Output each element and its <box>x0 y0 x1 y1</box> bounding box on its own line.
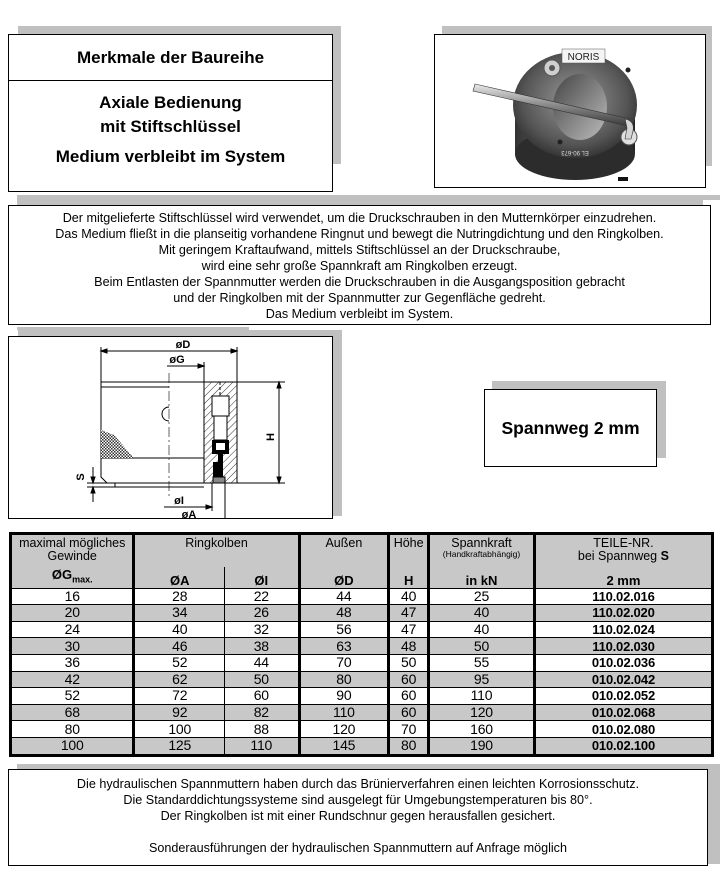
table-row <box>11 638 713 655</box>
feature-pin-wrench: mit Stiftschlüssel <box>100 117 241 136</box>
footer-box <box>8 769 708 866</box>
cell-a: 125 <box>134 737 225 755</box>
cell-i: 50 <box>224 671 299 688</box>
cell-h: 80 <box>389 737 429 755</box>
cell-h: 70 <box>389 721 429 738</box>
table-row <box>11 688 713 705</box>
table-row <box>11 621 713 638</box>
cell-g: 80 <box>11 721 134 738</box>
table-row <box>11 605 713 622</box>
cell-part: 110.02.030 <box>534 638 712 655</box>
footer-retention-note: Der Ringkolben ist mit einer Rundschnur gegen herausfallen gesichert. <box>160 809 556 823</box>
cell-kn: 50 <box>429 638 535 655</box>
cell-d: 44 <box>299 588 389 605</box>
header-spannkraft-note: (Handkraftabhängig) <box>442 549 521 559</box>
dim-label-H: H <box>265 433 277 441</box>
cell-a: 40 <box>134 621 225 638</box>
cell-i: 32 <box>224 621 299 638</box>
cell-d: 110 <box>299 704 389 721</box>
footer-corrosion-note: Die hydraulischen Spannmuttern haben durch das Brünierverfahren einen leichten Korrosionsschutz. <box>76 777 640 791</box>
cell-g: 100 <box>11 737 134 755</box>
description-line: wird eine sehr große Spannkraft am Ringkolben erzeugt. <box>201 259 518 273</box>
symbol-d: ØD <box>299 567 389 588</box>
cell-i: 38 <box>224 638 299 655</box>
cell-h: 50 <box>389 654 429 671</box>
cell-part: 010.02.100 <box>534 737 712 755</box>
cell-part: 010.02.068 <box>534 704 712 721</box>
cell-part: 010.02.042 <box>534 671 712 688</box>
symbol-mm: 2 mm <box>534 567 712 588</box>
cell-a: 92 <box>134 704 225 721</box>
table-row <box>11 721 713 738</box>
cell-a: 100 <box>134 721 225 738</box>
cell-kn: 160 <box>429 721 535 738</box>
cell-g: 30 <box>11 638 134 655</box>
description-line: und der Ringkolben mit der Spannmutter zur Gegenfläche gedreht. <box>173 291 546 305</box>
symbol-h: H <box>389 567 429 588</box>
symbol-g-sub: max. <box>72 574 93 585</box>
serial-label: EL 90-673 <box>561 149 589 155</box>
description-box <box>8 205 711 325</box>
features-body <box>9 81 332 191</box>
header-teile-nr <box>534 534 712 568</box>
description-line: Beim Entlasten der Spannmutter werden die Druckschrauben in die Ausgangsposition gebracht <box>94 275 625 289</box>
product-photo <box>434 34 706 188</box>
description-line: Mit geringem Kraftaufwand, mittels Stiftschlüssel an der Druckschraube, <box>158 243 561 257</box>
cell-kn: 190 <box>429 737 535 755</box>
feature-axial-operation: Axiale Bedienung <box>99 93 242 112</box>
cell-h: 60 <box>389 671 429 688</box>
header-spannkraft-label: Spannkraft <box>451 536 512 550</box>
spannweg-label: Spannweg 2 mm <box>501 417 640 438</box>
cell-h: 60 <box>389 704 429 721</box>
cell-d: 90 <box>299 688 389 705</box>
table-row <box>11 704 713 721</box>
specification-table <box>9 532 714 757</box>
cell-part: 010.02.052 <box>534 688 712 705</box>
header-gewinde-label: maximal mögliches Gewinde <box>19 536 126 563</box>
cell-g: 24 <box>11 621 134 638</box>
cell-h: 47 <box>389 621 429 638</box>
cell-i: 22 <box>224 588 299 605</box>
dim-label-D: øD <box>175 339 191 351</box>
cell-kn: 40 <box>429 621 535 638</box>
symbol-g-text: ØG <box>51 567 73 582</box>
description-line: Der mitgelieferte Stiftschlüssel wird verwendet, um die Druckschrauben in den Mutternkörper einzudrehen. <box>62 211 657 225</box>
cell-kn: 55 <box>429 654 535 671</box>
dim-label-S: S <box>75 473 87 481</box>
cell-part: 010.02.036 <box>534 654 712 671</box>
cell-part: 110.02.024 <box>534 621 712 638</box>
feature-medium-retained: Medium verbleibt im System <box>55 147 286 166</box>
cell-d: 63 <box>299 638 389 655</box>
table-row <box>11 654 713 671</box>
cross-section-drawing-icon <box>9 337 333 519</box>
technical-drawing <box>8 336 333 519</box>
cell-g: 36 <box>11 654 134 671</box>
clamping-nut-photo-icon <box>435 35 706 188</box>
cell-a: 52 <box>134 654 225 671</box>
table-row <box>11 671 713 688</box>
cell-h: 60 <box>389 688 429 705</box>
cell-kn: 95 <box>429 671 535 688</box>
cell-g: 16 <box>11 588 134 605</box>
dim-label-G: øG <box>169 354 185 366</box>
cell-part: 010.02.080 <box>534 721 712 738</box>
cell-g: 20 <box>11 605 134 622</box>
cell-i: 60 <box>224 688 299 705</box>
header-teile-sub: bei Spannweg <box>577 549 658 563</box>
cell-kn: 110 <box>429 688 535 705</box>
cell-g: 68 <box>11 704 134 721</box>
footer-temperature-note: Die Standarddichtungssysteme sind ausgelegt für Umgebungstemperaturen bis 80°. <box>123 793 593 807</box>
header-ringkolben-label: Ringkolben <box>185 536 248 550</box>
cell-a: 72 <box>134 688 225 705</box>
table-row <box>11 737 713 755</box>
cell-i: 110 <box>224 737 299 755</box>
header-aussen <box>299 534 389 568</box>
photo-bottom-shadow <box>442 196 712 199</box>
header-ringkolben <box>134 534 299 568</box>
cell-d: 120 <box>299 721 389 738</box>
features-box <box>8 34 333 192</box>
cell-i: 44 <box>224 654 299 671</box>
symbol-i: ØI <box>224 567 299 588</box>
cell-a: 34 <box>134 605 225 622</box>
header-gewinde <box>11 534 134 568</box>
header-hoehe-label: Höhe <box>393 536 424 550</box>
spannweg-box <box>484 389 657 467</box>
cell-h: 47 <box>389 605 429 622</box>
header-teile-s: S <box>660 549 669 563</box>
cell-a: 62 <box>134 671 225 688</box>
cell-a: 46 <box>134 638 225 655</box>
cell-i: 88 <box>224 721 299 738</box>
cell-part: 110.02.020 <box>534 605 712 622</box>
cell-kn: 40 <box>429 605 535 622</box>
header-spannkraft <box>429 534 535 568</box>
cell-g: 42 <box>11 671 134 688</box>
cell-i: 82 <box>224 704 299 721</box>
cell-g: 52 <box>11 688 134 705</box>
cell-kn: 120 <box>429 704 535 721</box>
cell-d: 145 <box>299 737 389 755</box>
symbol-g <box>11 567 134 588</box>
brand-label: NORIS <box>567 52 600 63</box>
header-teile-title: TEILE-NR. <box>593 536 654 550</box>
cell-d: 80 <box>299 671 389 688</box>
symbol-kn: in kN <box>429 567 535 588</box>
header-hoehe <box>389 534 429 568</box>
cell-part: 110.02.016 <box>534 588 712 605</box>
footer-custom-note: Sonderausführungen der hydraulischen Spannmuttern auf Anfrage möglich <box>149 841 567 855</box>
symbol-a: ØA <box>134 567 225 588</box>
cell-h: 48 <box>389 638 429 655</box>
table-row <box>11 588 713 605</box>
cell-d: 48 <box>299 605 389 622</box>
cell-kn: 25 <box>429 588 535 605</box>
cell-d: 56 <box>299 621 389 638</box>
header-aussen-label: Außen <box>325 536 363 550</box>
cell-h: 40 <box>389 588 429 605</box>
description-line: Das Medium fließt in die planseitig vorhandene Ringnut und bewegt die Nutringdichtung und den Ringkolben. <box>55 227 664 241</box>
cell-a: 28 <box>134 588 225 605</box>
features-title: Merkmale der Baureihe <box>9 35 332 81</box>
dim-label-A: øA <box>181 509 197 519</box>
dim-label-I: øI <box>174 495 184 507</box>
description-line: Das Medium verbleibt im System. <box>265 307 454 321</box>
cell-d: 70 <box>299 654 389 671</box>
cell-i: 26 <box>224 605 299 622</box>
